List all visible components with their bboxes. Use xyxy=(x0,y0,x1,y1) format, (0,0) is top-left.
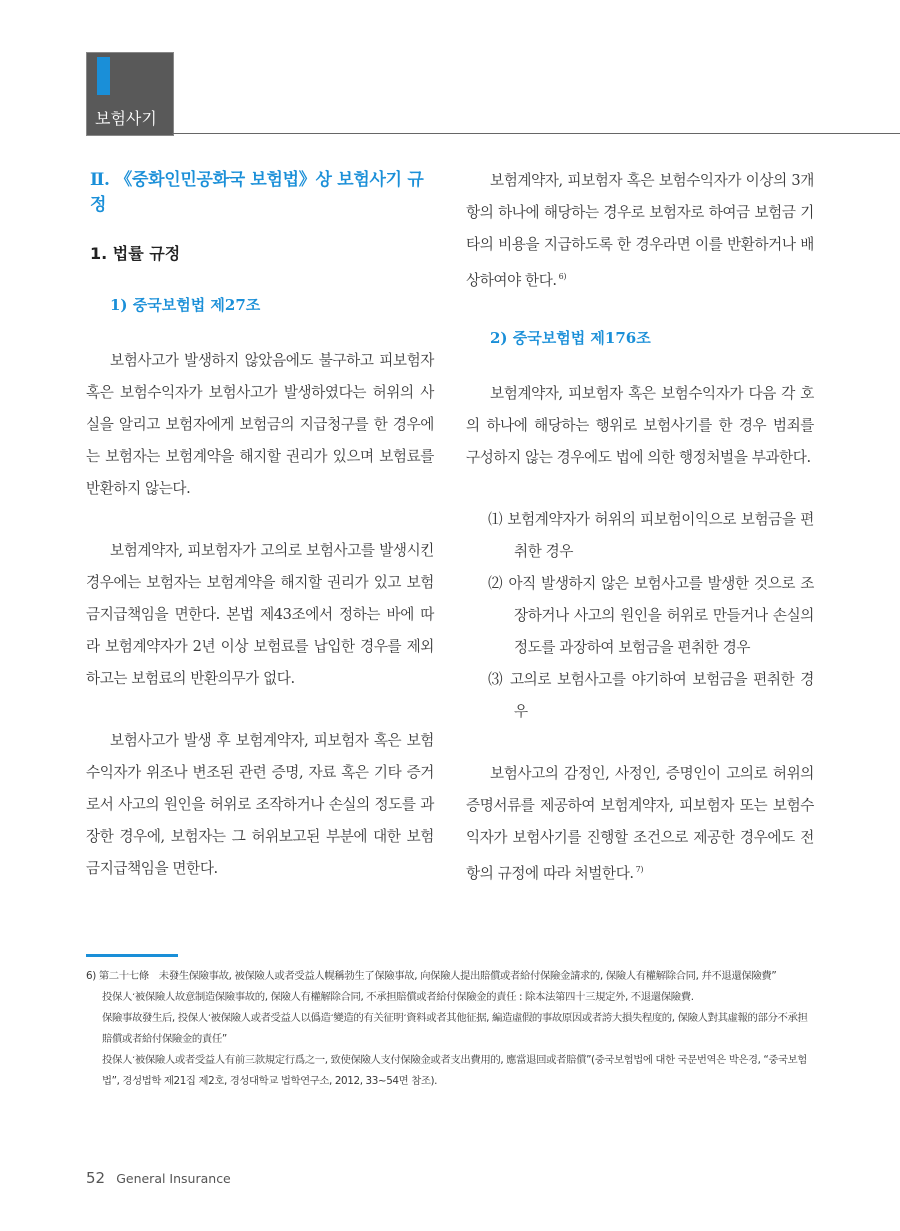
publication-name: General Insurance xyxy=(116,1171,231,1186)
subsection-heading-article-176: 2) 중국보험법 제176조 xyxy=(490,328,651,347)
footnote-line: 保險事故發生后, 投保人 ̒被保險人或者受益人以僞造 ̒變造的有关征明 ̒資料或者其他征据, 編造虛假的事故原因或者誇大損失程度的, 保險人對其虛報的部分不承担賠償或者給付保險金的責任” xyxy=(102,1012,808,1045)
footnotes xyxy=(86,966,816,1092)
article-list xyxy=(466,504,814,728)
footnote-rule xyxy=(86,954,178,957)
paragraph: 보험사고가 발생 후 보험계약자, 피보험자 혹은 보험수익자가 위조나 변조된 관련 증명, 자료 혹은 기타 증거로서 사고의 원인을 허위로 조작하거나 손실의 정도를 과장한 경우에, 보험자는 그 허위보고된 부분에 대한 보험금지급책임을 면한다. xyxy=(86,732,434,877)
footnote: 6) 第二十七條 未發生保險事故, 被保險人或者受益人幌稱勃生了保險事故, 向保險人提出賠償或者給付保險金請求的, 保險人有權解除合同, 幷不退還保險費” xyxy=(86,970,777,982)
section-tab xyxy=(86,52,174,136)
subsection-heading-article-27: 1) 중국보험법 제27조 xyxy=(110,296,261,314)
page-footer xyxy=(86,1168,231,1187)
footnote-line: 投保人 ̒被保險人或者受益人有前三款規定行爲之一, 致使保險人支付保險金或者支出費用的, 應當退回或者賠償”(중국보험법에 대한 국문번역은 박은경, “중국보험법”, 경성법학 제21집 제2호, 경성대학교 법학연구소, 2012, 33~54면 참조). xyxy=(102,1054,807,1087)
left-column xyxy=(86,165,434,885)
list-item: ⑴ 보험계약자가 허위의 피보험이익으로 보험금을 편취한 경우 xyxy=(488,510,814,560)
chapter-heading: Ⅱ. 《중화인민공화국 보험법》상 보험사기 규정 xyxy=(90,170,424,215)
paragraph: 보험사고의 감정인, 사정인, 증명인이 고의로 허위의 증명서류를 제공하여 보험계약자, 피보험자 또는 보험수익자가 보험사기를 진행할 조건으로 제공한 경우에도 전항의 규정에 따라 처벌한다. $^{7)}$ xyxy=(466,764,814,882)
section-heading: 1. 법률 규정 xyxy=(90,244,181,263)
list-item: ⑶ 고의로 보험사고를 야기하여 보험금을 편취한 경우 xyxy=(488,670,814,720)
footnote-ref: 6) xyxy=(558,272,567,281)
right-column xyxy=(466,165,814,890)
footnote-ref: 7) xyxy=(635,864,644,874)
paragraph: 보험사고가 발생하지 않았음에도 불구하고 피보험자 혹은 보험수익자가 보험사고가 발생하였다는 허위의 사실을 알리고 보험자에게 보험금의 지급청구를 한 경우에는 보험자는 보험계약을 해지할 권리가 있으며 보험료를 반환하지 않는다. xyxy=(86,352,434,497)
header-rule xyxy=(172,133,900,134)
paragraph: 보험계약자, 피보험자 혹은 보험수익자가 이상의 3개 항의 하나에 해당하는 경우로 보험자로 하여금 보험금 기타의 비용을 지급하도록 한 경우라면 이를 반환하거나 배상하여야 한다. $^{6)}$ xyxy=(466,172,814,289)
footnote-line: 投保人 ̒被保險人故意制造保險事故的, 保險人有權解除合同, 不承担賠償或者給付保險金的責任 : 除本法第四十三規定外, 不退還保險費. xyxy=(102,991,694,1003)
page-number: 52 xyxy=(86,1169,106,1187)
paragraph: 보험계약자, 피보험자가 고의로 보험사고를 발생시킨 경우에는 보험자는 보험계약을 해지할 권리가 있고 보험금지급책임을 면한다. 본법 제43조에서 정하는 바에 따라 보험계약자가 2년 이상 보험료를 납입한 경우를 제외하고는 보험료의 반환의무가 없다. xyxy=(86,542,434,687)
list-item: ⑵ 아직 발생하지 않은 보험사고를 발생한 것으로 조장하거나 사고의 원인을 허위로 만들거나 손실의 정도를 과장하여 보험금을 편취한 경우 xyxy=(488,574,814,656)
section-accent-bar xyxy=(97,57,110,95)
section-label: 보험사기 xyxy=(95,109,157,128)
paragraph: 보험계약자, 피보험자 혹은 보험수익자가 다음 각 호의 하나에 해당하는 행위로 보험사기를 한 경우 범죄를 구성하지 않는 경우에도 법에 의한 행정처벌을 부과한다. xyxy=(466,384,814,466)
